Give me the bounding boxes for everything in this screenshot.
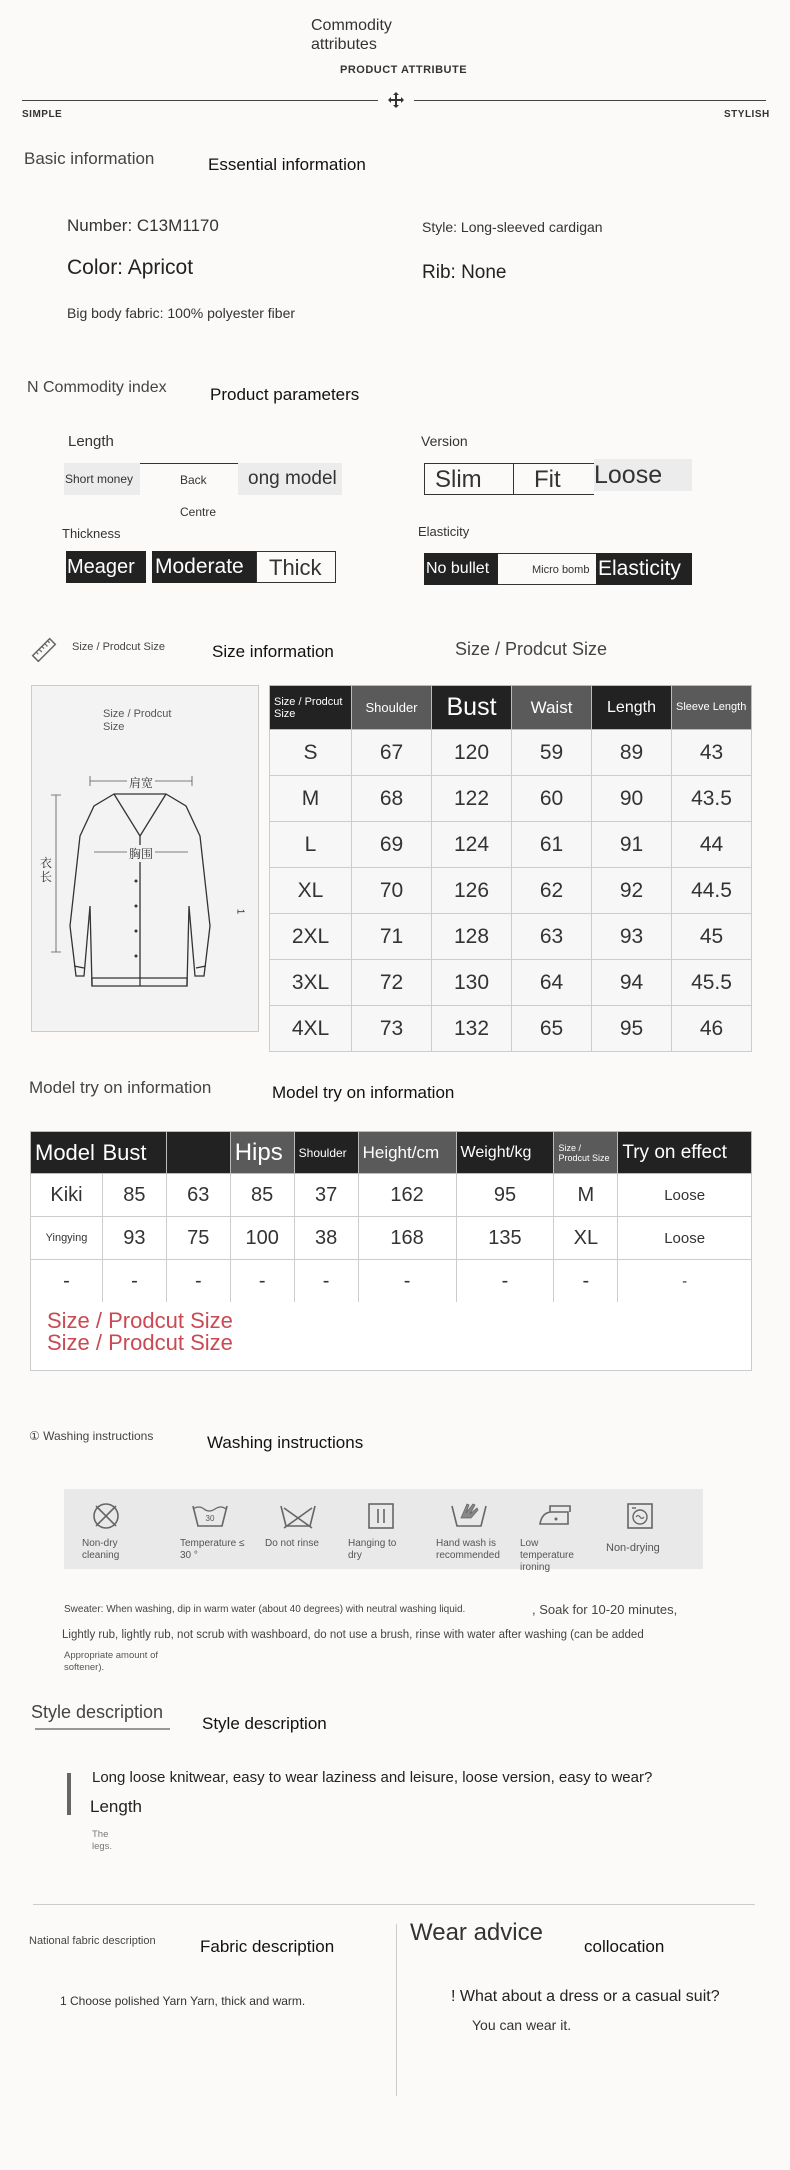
col-model: Model xyxy=(31,1132,103,1174)
header-divider-right xyxy=(414,100,766,101)
no-dry-clean-icon xyxy=(90,1500,122,1532)
basic-heading-alt: Essential information xyxy=(208,155,366,174)
thickness-option-thick: Thick xyxy=(256,551,336,583)
thickness-option-moderate: Moderate xyxy=(152,551,256,583)
size-cell-value: 67 xyxy=(352,730,432,776)
thickness-option-meager: Meager xyxy=(66,551,146,583)
length-label: Length xyxy=(68,433,114,450)
wear-heading-alt: collocation xyxy=(584,1937,665,1956)
model-value-cell: - xyxy=(358,1260,456,1303)
wash-label-hand-wash: Hand wash is recommended xyxy=(436,1538,500,1561)
wear-line2: You can wear it. xyxy=(472,2017,572,2033)
size-cell-label: S xyxy=(270,730,352,776)
size-table xyxy=(269,685,752,1052)
wash-item-non-drying xyxy=(598,1500,688,1554)
wash-label-no-dry-clean: Non-dry cleaning xyxy=(82,1538,120,1561)
size-heading: Size information xyxy=(212,642,334,661)
model-value-cell: - xyxy=(102,1260,166,1303)
size-cell-value: 122 xyxy=(432,776,512,822)
model-value-cell: 63 xyxy=(166,1174,230,1217)
move-cross-icon xyxy=(387,91,405,114)
basic-color: Color: Apricot xyxy=(67,256,194,279)
washing-text-line3: Appropriate amount of xyxy=(64,1650,159,1661)
non-drying-icon xyxy=(624,1500,656,1532)
washing-text-line1b: , Soak for 10-20 minutes, xyxy=(532,1602,678,1617)
model-table-row xyxy=(31,1217,752,1260)
size-cell-value: 120 xyxy=(432,730,512,776)
model-value-cell: - xyxy=(166,1260,230,1303)
model-value-cell: 100 xyxy=(230,1217,294,1260)
version-label: Version xyxy=(421,433,468,449)
model-table xyxy=(30,1131,752,1303)
size-cell-value: 62 xyxy=(512,868,592,914)
washing-text-line4: softener). xyxy=(64,1662,105,1673)
elasticity-option-micro-bomb: Micro bomb xyxy=(498,553,596,585)
model-value-cell: 162 xyxy=(358,1174,456,1217)
fabric-heading: National fabric description xyxy=(29,1935,156,1947)
size-table-row xyxy=(270,822,752,868)
size-table-row xyxy=(270,960,752,1006)
size-cell-value: 45.5 xyxy=(672,960,752,1006)
style-small-line2: legs. xyxy=(92,1841,113,1852)
column-divider xyxy=(396,1924,397,2096)
model-value-cell: 168 xyxy=(358,1217,456,1260)
size-table-row xyxy=(270,776,752,822)
size-cell-label: 3XL xyxy=(270,960,352,1006)
style-text: Long loose knitwear, easy to wear laziness and leisure, loose version, easy to wear? xyxy=(92,1769,653,1786)
size-cell-value: 130 xyxy=(432,960,512,1006)
header-title-line2: attributes xyxy=(311,36,377,53)
length-option-back-centre: Back Centre xyxy=(140,463,238,495)
col-size: Size / Prodcut Size xyxy=(270,686,352,730)
size-cell-value: 44.5 xyxy=(672,868,752,914)
size-cell-value: 126 xyxy=(432,868,512,914)
size-cell-label: L xyxy=(270,822,352,868)
size-cell-value: 73 xyxy=(352,1006,432,1052)
size-cell-value: 65 xyxy=(512,1006,592,1052)
model-table-header xyxy=(31,1132,752,1174)
model-value-cell: 95 xyxy=(456,1174,554,1217)
col-model-hips: Hips xyxy=(230,1132,294,1174)
size-cell-value: 69 xyxy=(352,822,432,868)
size-cell-value: 95 xyxy=(592,1006,672,1052)
wash-label-30: Temperature ≤ 30 ° xyxy=(180,1538,245,1561)
style-heading-underline xyxy=(35,1728,170,1730)
size-cell-value: 124 xyxy=(432,822,512,868)
section-divider xyxy=(33,1904,755,1905)
style-accent-bar xyxy=(67,1773,71,1815)
col-model-effect: Try on effect xyxy=(618,1132,752,1174)
col-model-shoulder: Shoulder xyxy=(294,1132,358,1174)
style-sub-label: Length xyxy=(90,1797,142,1816)
header-left-tag: SIMPLE xyxy=(22,109,63,120)
col-model-bust: Bust xyxy=(102,1132,166,1174)
wash-item-hand-wash xyxy=(431,1500,521,1562)
size-cell-value: 92 xyxy=(592,868,672,914)
fabric-text: 1 Choose polished Yarn Yarn, thick and warm. xyxy=(60,1994,306,2008)
size-cell-value: 91 xyxy=(592,822,672,868)
style-small-line1: The xyxy=(92,1829,109,1840)
wash-30-icon xyxy=(190,1500,230,1532)
size-cell-label: XL xyxy=(270,868,352,914)
washing-text-line2: Lightly rub, lightly rub, not scrub with washboard, do not use a brush, rinse with water after washing (can be added xyxy=(62,1629,644,1641)
size-cell-value: 64 xyxy=(512,960,592,1006)
wash-item-no-dry-clean xyxy=(82,1500,172,1562)
size-cell-value: 68 xyxy=(352,776,432,822)
size-table-row xyxy=(270,730,752,776)
elasticity-option-no-bullet: No bullet xyxy=(424,553,498,585)
size-table-row xyxy=(270,1006,752,1052)
model-heading-alt: Model try on information xyxy=(272,1083,455,1102)
basic-style: Style: Long-sleeved cardigan xyxy=(422,219,603,235)
size-cell-value: 94 xyxy=(592,960,672,1006)
ruler-icon xyxy=(30,636,58,669)
wash-item-no-rinse xyxy=(255,1500,345,1550)
hand-wash-icon xyxy=(449,1500,489,1532)
version-option-loose: Loose xyxy=(594,459,692,491)
model-value-cell: 85 xyxy=(230,1174,294,1217)
size-cell-value: 45 xyxy=(672,914,752,960)
model-note-line1: Size / Prodcut Size xyxy=(47,1308,233,1333)
washing-text-line1: Sweater: When washing, dip in warm water (about 40 degrees) with neutral washing liquid. xyxy=(64,1604,466,1615)
wash-tub-temp: 30 xyxy=(205,1514,215,1523)
size-cell-label: M xyxy=(270,776,352,822)
size-table-row xyxy=(270,868,752,914)
length-option-short: Short money xyxy=(64,463,140,495)
size-cell-value: 89 xyxy=(592,730,672,776)
model-value-cell: 38 xyxy=(294,1217,358,1260)
washing-heading-alt: Washing instructions xyxy=(207,1433,364,1452)
hang-dry-icon xyxy=(365,1500,397,1532)
model-value-cell: 93 xyxy=(102,1217,166,1260)
col-model-waist xyxy=(166,1132,230,1174)
size-cell-value: 43 xyxy=(672,730,752,776)
no-rinse-icon xyxy=(278,1500,318,1532)
diagram-label: Size / Prodcut Size xyxy=(103,708,172,733)
model-value-cell: Loose xyxy=(618,1217,752,1260)
header-title-line1: Commodity xyxy=(311,17,392,34)
header-right-tag: STYLISH xyxy=(724,109,770,120)
size-cell-value: 60 xyxy=(512,776,592,822)
model-note-line2: Size / Prodcut Size xyxy=(47,1330,233,1355)
size-table-row xyxy=(270,914,752,960)
thickness-label: Thickness xyxy=(62,526,121,541)
index-heading: N Commodity index xyxy=(27,379,167,396)
model-value-cell: 37 xyxy=(294,1174,358,1217)
col-model-height: Height/cm xyxy=(358,1132,456,1174)
elasticity-option-elasticity: Elasticity xyxy=(596,553,692,585)
wash-label-no-rinse: Do not rinse xyxy=(265,1538,319,1549)
model-name-cell: - xyxy=(31,1260,103,1303)
model-value-cell: - xyxy=(230,1260,294,1303)
basic-fabric: Big body fabric: 100% polyester fiber xyxy=(67,305,296,321)
wash-label-iron: Low temperature ironing xyxy=(520,1538,574,1573)
model-value-cell: 85 xyxy=(102,1174,166,1217)
basic-heading: Basic information xyxy=(24,149,155,168)
style-heading-alt: Style description xyxy=(202,1714,327,1733)
model-table-row xyxy=(31,1174,752,1217)
iron-low-icon xyxy=(536,1500,576,1532)
model-value-cell: M xyxy=(554,1174,618,1217)
washing-heading: ① Washing instructions xyxy=(29,1429,154,1443)
model-value-cell: 75 xyxy=(166,1217,230,1260)
size-cell-value: 128 xyxy=(432,914,512,960)
size-cell-value: 46 xyxy=(672,1006,752,1052)
header-subtitle: PRODUCT ATTRIBUTE xyxy=(340,64,468,76)
wash-item-30 xyxy=(168,1500,258,1562)
diagram-chest-label: 胸围 xyxy=(129,847,154,861)
model-value-cell: XL xyxy=(554,1217,618,1260)
model-table-row xyxy=(31,1260,752,1303)
size-cell-value: 71 xyxy=(352,914,432,960)
col-model-weight: Weight/kg xyxy=(456,1132,554,1174)
index-heading-alt: Product parameters xyxy=(210,385,360,404)
wear-line1: ! What about a dress or a casual suit? xyxy=(451,1988,720,2005)
model-value-cell: - xyxy=(456,1260,554,1303)
size-cell-value: 70 xyxy=(352,868,432,914)
col-model-size: Size / Prodcut Size xyxy=(554,1132,618,1174)
size-cell-value: 43.5 xyxy=(672,776,752,822)
length-option-long: ong model xyxy=(238,463,342,495)
size-heading-right: Size / Prodcut Size xyxy=(455,639,608,659)
size-cell-value: 90 xyxy=(592,776,672,822)
diagram-mark: 1 xyxy=(234,908,246,915)
style-heading: Style description xyxy=(31,1702,164,1722)
size-cell-value: 61 xyxy=(512,822,592,868)
basic-number: Number: C13M1170 xyxy=(67,216,219,235)
model-value-cell: - xyxy=(294,1260,358,1303)
col-bust: Bust xyxy=(432,686,512,730)
elasticity-label: Elasticity xyxy=(418,524,470,539)
size-diagram xyxy=(31,685,259,1032)
diagram-shoulder-label: 肩宽 xyxy=(129,776,154,790)
size-cell-value: 44 xyxy=(672,822,752,868)
version-option-slim: Slim xyxy=(424,463,514,495)
model-name-cell: Kiki xyxy=(31,1174,103,1217)
diagram-length-label: 衣长 xyxy=(40,856,53,884)
col-shoulder: Shoulder xyxy=(352,686,432,730)
col-length: Length xyxy=(592,686,672,730)
model-value-cell: - xyxy=(554,1260,618,1303)
wash-label-non-drying: Non-drying xyxy=(606,1542,660,1554)
size-cell-label: 4XL xyxy=(270,1006,352,1052)
model-note-box xyxy=(30,1302,752,1371)
model-name-cell: Yingying xyxy=(31,1217,103,1260)
size-small-label: Size / Prodcut Size xyxy=(72,641,165,653)
size-cell-value: 72 xyxy=(352,960,432,1006)
model-heading: Model try on information xyxy=(29,1078,212,1097)
size-cell-value: 59 xyxy=(512,730,592,776)
size-cell-value: 93 xyxy=(592,914,672,960)
model-value-cell: Loose xyxy=(618,1174,752,1217)
header-divider-left xyxy=(22,100,378,101)
size-cell-label: 2XL xyxy=(270,914,352,960)
model-value-cell: - xyxy=(618,1260,752,1303)
wash-label-hang-dry: Hanging to dry xyxy=(348,1538,397,1561)
size-cell-value: 132 xyxy=(432,1006,512,1052)
wash-item-hang-dry xyxy=(343,1500,433,1562)
wear-heading: Wear advice xyxy=(410,1919,543,1946)
version-option-fit: Fit xyxy=(514,463,594,495)
fabric-heading-alt: Fabric description xyxy=(200,1937,335,1956)
basic-rib: Rib: None xyxy=(422,262,507,283)
size-cell-value: 63 xyxy=(512,914,592,960)
model-value-cell: 135 xyxy=(456,1217,554,1260)
wash-item-iron xyxy=(518,1500,608,1574)
col-waist: Waist xyxy=(512,686,592,730)
col-sleeve-length: Sleeve Length xyxy=(672,686,752,730)
size-table-header xyxy=(270,686,752,730)
